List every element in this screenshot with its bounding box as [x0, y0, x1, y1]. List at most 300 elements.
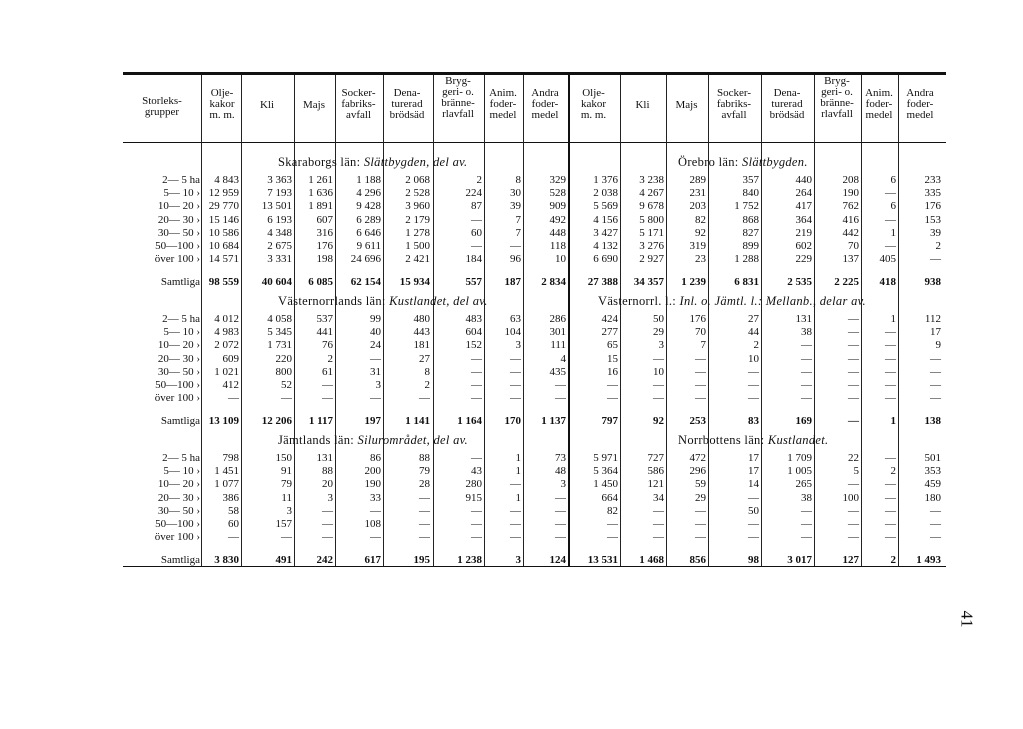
table-cell: 319 [689, 240, 706, 252]
table-cell: 15 146 [208, 214, 239, 226]
table-cell: — [885, 379, 896, 391]
table-cell: 137 [842, 253, 859, 265]
table-cell: 152 [465, 339, 482, 351]
table-cell: 39 [510, 200, 521, 212]
table-cell: — [510, 505, 521, 517]
table-cell: 868 [742, 214, 759, 226]
table-cell: 3 [286, 505, 292, 517]
table-cell: 6 289 [356, 214, 381, 226]
total-cell: 195 [413, 554, 430, 566]
table-cell: 3 238 [639, 174, 664, 186]
table-cell: 915 [465, 492, 482, 504]
table-cell: 30 [510, 187, 521, 199]
table-cell: 100 [842, 492, 859, 504]
row-label: 20— 30 › [157, 214, 200, 226]
table-cell: 9 428 [356, 200, 381, 212]
table-cell: — [801, 339, 812, 351]
table-cell: 727 [647, 452, 664, 464]
total-cell: 242 [316, 554, 333, 566]
total-cell: 797 [601, 415, 618, 427]
row-label: 5— 10 › [163, 465, 200, 477]
table-cell: 441 [316, 326, 333, 338]
total-cell: 418 [879, 276, 896, 288]
table-cell: 329 [549, 174, 566, 186]
table-cell: 73 [555, 452, 566, 464]
table-cell: 60 [228, 518, 239, 530]
table-cell: 909 [549, 200, 566, 212]
table-cell: 65 [607, 339, 618, 351]
total-cell: 15 934 [399, 276, 430, 288]
table-cell: — [930, 353, 941, 365]
table-cell: — [555, 492, 566, 504]
table-cell: — [885, 505, 896, 517]
table-cell: 335 [924, 187, 941, 199]
total-cell: 557 [465, 276, 482, 288]
table-cell: — [885, 531, 896, 543]
table-cell: — [848, 379, 859, 391]
table-cell: — [885, 187, 896, 199]
table-cell: 6 646 [356, 227, 381, 239]
table-cell: 5 [853, 465, 859, 477]
table-cell: 762 [842, 200, 859, 212]
row-label: 2— 5 ha [162, 452, 200, 464]
table-cell: 20 [322, 478, 333, 490]
table-cell: — [930, 531, 941, 543]
table-cell: — [471, 505, 482, 517]
table-cell: 14 571 [208, 253, 239, 265]
table-cell: — [555, 518, 566, 530]
table-cell: 435 [549, 366, 566, 378]
table-cell: 3 427 [593, 227, 618, 239]
table-cell: — [322, 379, 333, 391]
table-cell: — [228, 531, 239, 543]
section-title-region: Västernorrl. l.: [598, 294, 677, 308]
table-cell: 1 021 [214, 366, 239, 378]
table-cell: — [748, 366, 759, 378]
row-label: 30— 50 › [157, 227, 200, 239]
table-cell: 58 [228, 505, 239, 517]
row-label: 2— 5 ha [162, 313, 200, 325]
total-cell: 13 531 [587, 554, 618, 566]
table-cell: 96 [510, 253, 521, 265]
row-label: 5— 10 › [163, 187, 200, 199]
table-cell: — [930, 518, 941, 530]
table-cell: 6 [890, 200, 896, 212]
table-cell: 7 [515, 227, 521, 239]
total-cell: 1 238 [457, 554, 482, 566]
column-divider [241, 75, 242, 566]
table-cell: 386 [222, 492, 239, 504]
column-divider [433, 75, 434, 566]
table-cell: 296 [689, 465, 706, 477]
table-cell: 184 [465, 253, 482, 265]
column-divider [620, 75, 621, 566]
table-cell: 2 675 [267, 240, 292, 252]
table-cell: — [419, 392, 430, 404]
section-title-region: Västernorrlands län: [278, 294, 386, 308]
section-title-region: Norrbottens län: [678, 433, 765, 447]
column-header: Dena- turerad brödsäd [389, 87, 425, 121]
table-cell: 92 [695, 227, 706, 239]
table-cell: 190 [364, 478, 381, 490]
table-cell: 7 [515, 214, 521, 226]
table-cell: — [607, 531, 618, 543]
table-cell: 2 [935, 240, 941, 252]
total-cell: 1 468 [639, 554, 664, 566]
total-cell: 617 [364, 554, 381, 566]
table-cell: 15 [607, 353, 618, 365]
table-cell: — [510, 392, 521, 404]
table-cell: — [471, 452, 482, 464]
table-cell: 29 [653, 326, 664, 338]
table-cell: 48 [555, 465, 566, 477]
column-header: Olje- kakor m. m. [580, 87, 607, 121]
table-cell: — [281, 392, 292, 404]
table-cell: — [653, 379, 664, 391]
table-cell: 1 500 [405, 240, 430, 252]
table-cell: — [370, 392, 381, 404]
column-divider [814, 75, 815, 566]
table-cell: — [801, 379, 812, 391]
total-cell: 2 535 [787, 276, 812, 288]
table-cell: 289 [689, 174, 706, 186]
table-cell: 483 [465, 313, 482, 325]
table-cell: 111 [550, 339, 566, 351]
table-cell: — [471, 531, 482, 543]
column-header: Bryg- geri- o. bränne- rlavfall [820, 75, 854, 120]
table-cell: 10 [653, 366, 664, 378]
table-cell: 180 [924, 492, 941, 504]
section-title-area: Silurområdet, del av. [357, 433, 468, 447]
table-cell: — [419, 531, 430, 543]
table-cell: 190 [842, 187, 859, 199]
table-cell: 112 [924, 313, 941, 325]
table-cell: 2 038 [593, 187, 618, 199]
table-cell: 10 684 [208, 240, 239, 252]
table-cell: — [471, 353, 482, 365]
table-cell: 91 [281, 465, 292, 477]
total-cell: 12 206 [261, 415, 292, 427]
table-cell: 364 [795, 214, 812, 226]
table-cell: 153 [924, 214, 941, 226]
table-cell: 442 [842, 227, 859, 239]
table-cell: 150 [275, 452, 292, 464]
table-cell: 176 [689, 313, 706, 325]
section-title-area: Kustlandet. [767, 433, 829, 447]
column-header: Majs [303, 99, 325, 111]
table-cell: 800 [275, 366, 292, 378]
table-cell: 3 [327, 492, 333, 504]
row-label: 10— 20 › [157, 478, 200, 490]
table-cell: 1 188 [356, 174, 381, 186]
table-cell: — [695, 353, 706, 365]
table-cell: — [653, 353, 664, 365]
table-cell: — [607, 518, 618, 530]
table-cell: 61 [322, 366, 333, 378]
table-cell: 5 569 [593, 200, 618, 212]
table-cell: 412 [222, 379, 239, 391]
table-cell: 1 636 [308, 187, 333, 199]
table-cell: — [801, 518, 812, 530]
table-cell: 1 451 [214, 465, 239, 477]
row-label: 50—100 › [155, 379, 200, 391]
section-title-region: Jämtlands län: [278, 433, 355, 447]
table-cell: — [885, 518, 896, 530]
row-label: över 100 › [154, 392, 200, 404]
total-cell: 1 137 [541, 415, 566, 427]
total-cell: 2 [890, 554, 896, 566]
total-cell: 170 [504, 415, 521, 427]
table-cell: — [848, 505, 859, 517]
table-cell: — [510, 518, 521, 530]
table-cell: 176 [316, 240, 333, 252]
table-cell: — [653, 531, 664, 543]
column-divider [201, 75, 202, 566]
table-cell: — [695, 505, 706, 517]
table-cell: 28 [419, 478, 430, 490]
table-cell: 417 [795, 200, 812, 212]
table-cell: 33 [370, 492, 381, 504]
header-rule [123, 142, 946, 143]
table-cell: — [370, 531, 381, 543]
table-cell: — [653, 518, 664, 530]
row-label: 30— 50 › [157, 366, 200, 378]
table-cell: 301 [549, 326, 566, 338]
table-cell: — [848, 531, 859, 543]
total-cell: 127 [842, 554, 859, 566]
table-cell: 4 296 [356, 187, 381, 199]
table-cell: 899 [742, 240, 759, 252]
table-cell: — [748, 492, 759, 504]
total-cell: 491 [275, 554, 292, 566]
table-cell: 4 132 [593, 240, 618, 252]
table-cell: 44 [748, 326, 759, 338]
table-cell: 1 [515, 465, 521, 477]
total-label: Samtliga [160, 276, 200, 288]
table-cell: 664 [601, 492, 618, 504]
table-cell: 528 [549, 187, 566, 199]
row-label: 20— 30 › [157, 353, 200, 365]
table-cell: 17 [748, 452, 759, 464]
row-label: över 100 › [154, 253, 200, 265]
table-cell: 43 [471, 465, 482, 477]
table-cell: — [885, 492, 896, 504]
table-cell: 353 [924, 465, 941, 477]
table-cell: 10 586 [208, 227, 239, 239]
table-cell: — [419, 492, 430, 504]
table-cell: 480 [413, 313, 430, 325]
table-cell: — [510, 353, 521, 365]
total-cell: 197 [364, 415, 381, 427]
table-cell: 2 [424, 379, 430, 391]
column-header: Kli [259, 99, 275, 111]
total-cell: 253 [689, 415, 706, 427]
table-cell: — [848, 392, 859, 404]
table-cell: 1 [515, 452, 521, 464]
total-label: Samtliga [160, 554, 200, 566]
column-header: Bryg- geri- o. bränne- rlavfall [441, 75, 475, 120]
table-cell: — [510, 531, 521, 543]
table-cell: — [885, 478, 896, 490]
total-cell: 124 [549, 554, 566, 566]
table-cell: — [555, 505, 566, 517]
section-title-area: Slättbygden, del av. [363, 155, 468, 169]
table-cell: 2 068 [405, 174, 430, 186]
table-cell: 607 [316, 214, 333, 226]
table-cell: — [695, 518, 706, 530]
table-cell: 286 [549, 313, 566, 325]
total-cell: 34 357 [633, 276, 664, 288]
column-header: Dena- turerad brödsäd [769, 87, 805, 121]
table-cell: 52 [281, 379, 292, 391]
column-header: Majs [675, 99, 698, 111]
table-cell: 7 [700, 339, 706, 351]
table-cell: 118 [549, 240, 566, 252]
table-cell: 17 [930, 326, 941, 338]
table-cell: 4 058 [267, 313, 292, 325]
table-cell: 3 276 [639, 240, 664, 252]
table-cell: — [848, 326, 859, 338]
section-title-right [678, 433, 828, 448]
table-cell: 840 [742, 187, 759, 199]
table-cell: — [695, 366, 706, 378]
table-cell: 1 [890, 227, 896, 239]
table-cell: — [281, 531, 292, 543]
total-cell: 3 830 [214, 554, 239, 566]
table-cell: 198 [316, 253, 333, 265]
column-divider [861, 75, 862, 566]
row-label: 10— 20 › [157, 200, 200, 212]
table-cell: 203 [689, 200, 706, 212]
table-cell: 357 [742, 174, 759, 186]
total-cell: — [848, 415, 859, 427]
column-header: Socker- fabriks- avfall [716, 87, 752, 121]
table-cell: 24 [370, 339, 381, 351]
column-divider [761, 75, 762, 566]
table-cell: — [228, 392, 239, 404]
table-cell: 108 [364, 518, 381, 530]
table-cell: 157 [275, 518, 292, 530]
table-cell: 586 [647, 465, 664, 477]
table-cell: 29 [695, 492, 706, 504]
table-cell: 22 [848, 452, 859, 464]
column-divider [898, 75, 899, 566]
table-cell: 827 [742, 227, 759, 239]
total-cell: 92 [653, 415, 664, 427]
table-cell: 1 752 [734, 200, 759, 212]
table-cell: 11 [281, 492, 292, 504]
table-cell: 88 [419, 452, 430, 464]
table-cell: 405 [879, 253, 896, 265]
table-cell: — [848, 339, 859, 351]
total-label: Samtliga [160, 415, 200, 427]
table-cell: 1 [890, 313, 896, 325]
table-cell: 3 [515, 339, 521, 351]
table-cell: 5 971 [593, 452, 618, 464]
table-cell: 27 [419, 353, 430, 365]
column-header: Socker- fabriks- avfall [341, 87, 376, 121]
table-cell: 2 [890, 465, 896, 477]
total-cell: 187 [504, 276, 521, 288]
table-cell: 40 [370, 326, 381, 338]
table-cell: — [510, 240, 521, 252]
table-cell: — [848, 313, 859, 325]
table-cell: 4 843 [214, 174, 239, 186]
total-cell: 1 239 [681, 276, 706, 288]
table-cell: — [370, 353, 381, 365]
column-divider [383, 75, 384, 566]
table-cell: 4 267 [639, 187, 664, 199]
column-divider [568, 75, 570, 566]
table-cell: 38 [801, 492, 812, 504]
row-label: 50—100 › [155, 240, 200, 252]
table-cell: — [322, 392, 333, 404]
table-cell: 104 [504, 326, 521, 338]
table-cell: 233 [924, 174, 941, 186]
section-title-region: Örebro län: [678, 155, 739, 169]
table-cell: — [322, 531, 333, 543]
page-number: 41 [957, 610, 977, 628]
table-cell: 5 171 [639, 227, 664, 239]
total-cell: 1 141 [405, 415, 430, 427]
table-cell: — [555, 531, 566, 543]
table-cell: — [555, 379, 566, 391]
table-cell: 176 [924, 200, 941, 212]
total-cell: 1 [890, 415, 896, 427]
table-cell: — [885, 240, 896, 252]
table-cell: 2 072 [214, 339, 239, 351]
table-cell: 1 288 [734, 253, 759, 265]
table-cell: 38 [801, 326, 812, 338]
table-cell: 2 [753, 339, 759, 351]
table-cell: — [653, 392, 664, 404]
table-cell: — [885, 353, 896, 365]
total-cell: 13 109 [208, 415, 239, 427]
group-header: Storleks- grupper [142, 95, 182, 118]
total-cell: 938 [924, 276, 941, 288]
table-cell: — [930, 253, 941, 265]
table-cell: 6 193 [267, 214, 292, 226]
row-label: över 100 › [154, 531, 200, 543]
table-cell: 5 345 [267, 326, 292, 338]
table-cell: 50 [653, 313, 664, 325]
bottom-rule [123, 566, 946, 567]
table-cell: 82 [607, 505, 618, 517]
table-cell: 604 [465, 326, 482, 338]
section-title-area: Inl. o. Jämtl. l.: Mellanb., delar av. [679, 294, 866, 308]
table-cell: 131 [795, 313, 812, 325]
table-cell: 4 983 [214, 326, 239, 338]
table-cell: 9 678 [639, 200, 664, 212]
table-cell: — [695, 531, 706, 543]
table-cell: 4 [560, 353, 566, 365]
table-cell: — [471, 214, 482, 226]
table-cell: 29 770 [208, 200, 239, 212]
table-cell: — [607, 379, 618, 391]
column-divider [708, 75, 709, 566]
table-cell: 60 [471, 227, 482, 239]
table-cell: 88 [322, 465, 333, 477]
table-cell: 82 [695, 214, 706, 226]
table-cell: — [653, 505, 664, 517]
total-cell: 2 834 [541, 276, 566, 288]
table-cell: — [748, 392, 759, 404]
table-cell: 24 696 [350, 253, 381, 265]
table-cell: 70 [695, 326, 706, 338]
table-cell: — [930, 392, 941, 404]
table-cell: — [695, 379, 706, 391]
table-cell: — [510, 366, 521, 378]
